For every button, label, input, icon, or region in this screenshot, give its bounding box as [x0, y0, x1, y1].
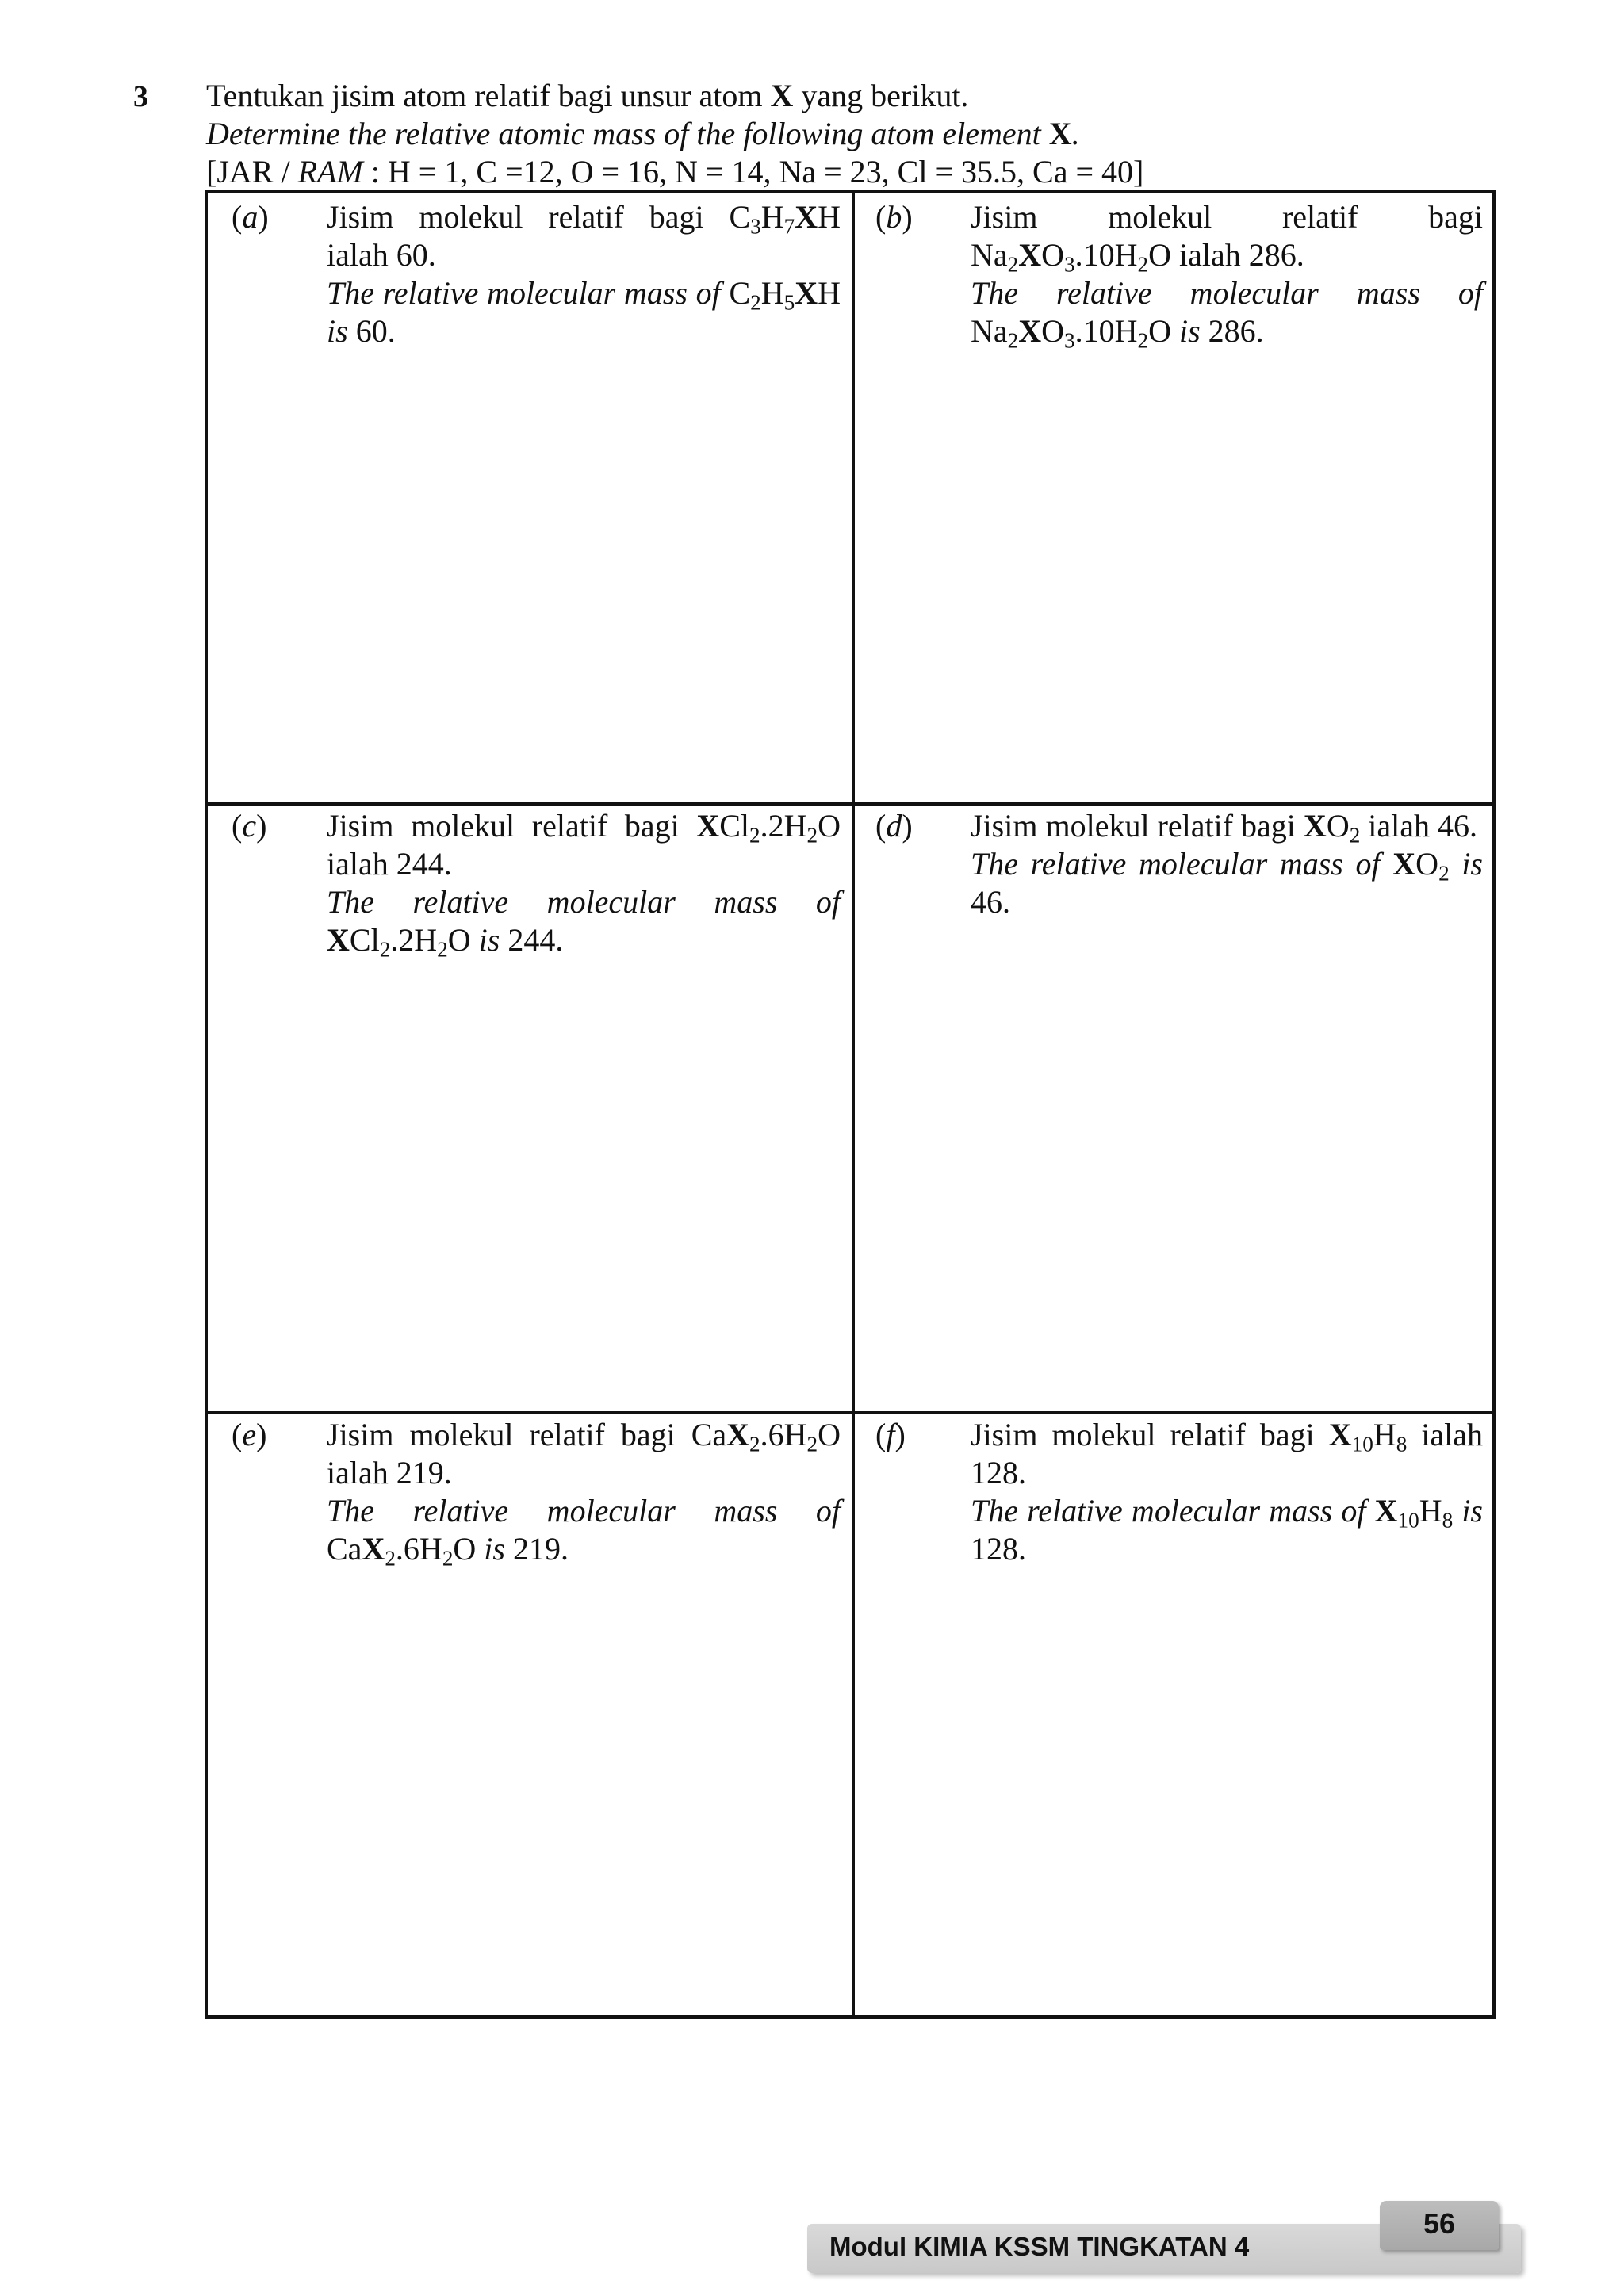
grid-horizontal-divider — [208, 802, 1492, 806]
footer-module-title: Modul KIMIA KSSM TINGKATAN 4 — [829, 2232, 1250, 2261]
part-label: (d) — [875, 808, 913, 844]
part-text-malay: Jisim molekul relatif bagi $XCl_2.2H_2O$ ialah 244. — [327, 808, 841, 882]
part-text-malay: Jisim molekul relatif bagi $CaX_2.6H_2O$ ialah 219. — [327, 1417, 841, 1490]
part-label: (b) — [875, 199, 913, 235]
instruction-english: Determine the relative atomic mass of the following atom element X. — [206, 116, 1080, 151]
part-text-malay: Jisim molekul relatif bagi $Na_2XO_3.10H_2O$ ialah 286. — [971, 199, 1483, 277]
part-text-english: The relative molecular mass of $X_{10}H_8$ is 128. — [971, 1493, 1483, 1567]
part-label: (c) — [232, 808, 267, 844]
part-text-malay: Jisim molekul relatif bagi $X_{10}H_8$ ialah 128. — [971, 1417, 1484, 1490]
part-text-english: The relative molecular mass of $Na_2XO_3.10H_2O$ is 286. — [971, 275, 1483, 353]
instruction-malay: Tentukan jisim atom relatif bagi unsur atom X yang berikut. — [206, 78, 969, 113]
grid-horizontal-divider — [208, 1411, 1492, 1414]
part-text-english: The relative molecular mass of $C_2H_5XH$ is 60. — [327, 275, 841, 349]
question-number: 3 — [133, 80, 148, 113]
answer-grid — [205, 190, 1496, 2019]
question-intro — [206, 77, 1507, 191]
ram-label: [JAR / RAM : — [206, 154, 380, 189]
relative-atomic-mass-line — [206, 153, 1507, 191]
ram-values: H = 1, C =12, O = 16, N = 14, Na = 23, Cl = 35.5, Ca = 40] — [387, 154, 1144, 189]
part-text-malay: Jisim molekul relatif bagi $C_3H_7XH$ ialah 60. — [327, 199, 841, 273]
part-text-malay: Jisim molekul relatif bagi $XO_2$ ialah 46. — [971, 808, 1478, 848]
part-text-english: The relative molecular mass of $XCl_2.2H_2O$ is 244. — [327, 884, 841, 962]
part-label: (f) — [875, 1417, 906, 1452]
part-text-english: The relative molecular mass of $XO_2$ is 46. — [971, 846, 1483, 920]
part-text-english: The relative molecular mass of $CaX_2.6H_2O$ is 219. — [327, 1493, 841, 1571]
part-label: (e) — [232, 1417, 267, 1452]
part-label: (a) — [232, 199, 269, 235]
page-number: 56 — [1423, 2207, 1456, 2240]
grid-vertical-divider — [852, 193, 855, 2015]
